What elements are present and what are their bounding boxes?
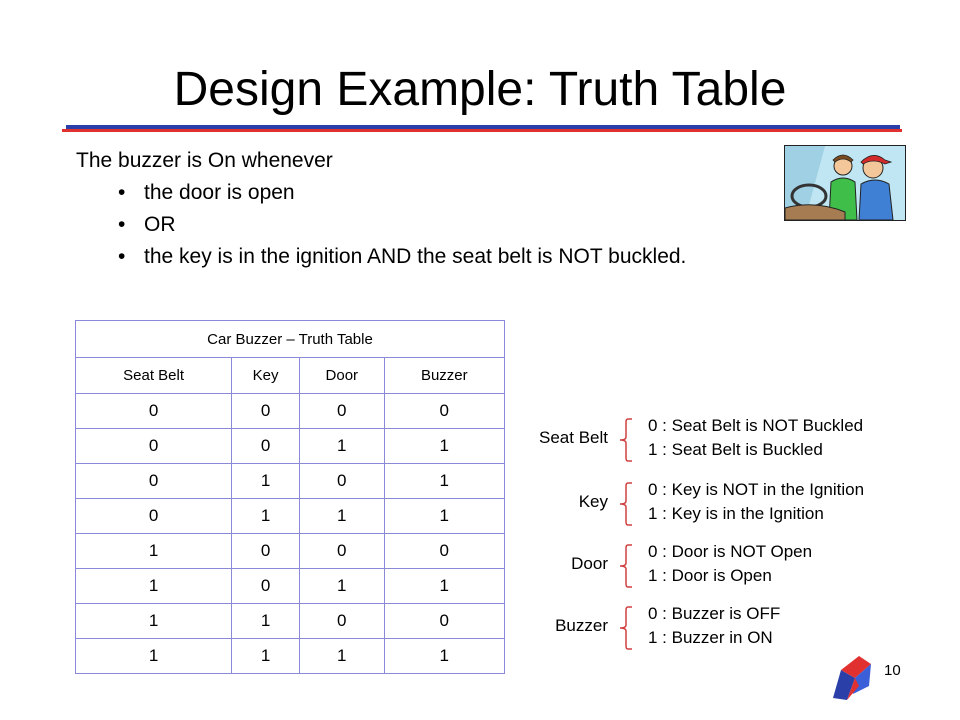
- table-cell: 1: [384, 464, 504, 499]
- table-cell: 0: [299, 394, 384, 429]
- legend-label: Door: [571, 554, 608, 573]
- bullet-item: • OR: [118, 211, 686, 243]
- legend-line: 0 : Buzzer is OFF: [648, 604, 781, 623]
- legend-brace-icon: [618, 544, 632, 588]
- car-clipart-image: [784, 145, 906, 221]
- table-cell: 1: [232, 464, 300, 499]
- table-row: [76, 499, 505, 534]
- legend-brace-icon: [618, 606, 632, 650]
- table-cell: 1: [76, 604, 232, 639]
- legend-line: 0 : Door is NOT Open: [648, 542, 813, 561]
- drivers-in-car-icon: [785, 146, 905, 220]
- table-row: [76, 604, 505, 639]
- truth-table-caption: Car Buzzer – Truth Table: [76, 321, 505, 358]
- table-cell: 1: [384, 499, 504, 534]
- table-row: [76, 464, 505, 499]
- column-header-seat-belt: Seat Belt: [76, 358, 232, 394]
- legend-label: Buzzer: [555, 616, 608, 635]
- table-row: [76, 534, 505, 569]
- table-cell: 0: [384, 394, 504, 429]
- legend-line: 1 : Buzzer in ON: [648, 628, 773, 647]
- table-cell: 1: [76, 569, 232, 604]
- slide-title: Design Example: Truth Table: [173, 63, 787, 116]
- table-cell: 0: [232, 394, 300, 429]
- bullet-item: • the door is open: [118, 179, 686, 211]
- table-cell: 1: [299, 499, 384, 534]
- table-cell: 0: [232, 534, 300, 569]
- table-cell: 0: [299, 464, 384, 499]
- page-number: 10: [884, 662, 901, 679]
- table-cell: 0: [76, 499, 232, 534]
- legend-label: Seat Belt: [539, 428, 608, 447]
- legend-line: 1 : Key is in the Ignition: [648, 504, 824, 523]
- table-cell: 0: [384, 604, 504, 639]
- legend-line: 1 : Seat Belt is Buckled: [648, 440, 823, 459]
- table-cell: 1: [299, 429, 384, 464]
- column-header-door: Door: [299, 358, 384, 394]
- truth-table: [75, 320, 505, 674]
- bullet-item: • the key is in the ignition AND the seat belt is NOT buckled.: [118, 243, 686, 275]
- legend-line: 1 : Door is Open: [648, 566, 772, 585]
- table-cell: 1: [299, 639, 384, 674]
- table-cell: 1: [384, 639, 504, 674]
- table-cell: 0: [232, 429, 300, 464]
- table-cell: 0: [76, 429, 232, 464]
- logo-icon: [829, 650, 881, 702]
- title-underline-red: [62, 129, 902, 132]
- table-cell: 0: [299, 534, 384, 569]
- table-row: [76, 394, 505, 429]
- table-cell: 1: [232, 499, 300, 534]
- table-cell: 0: [76, 464, 232, 499]
- truth-table-body: [76, 394, 505, 674]
- table-cell: 1: [384, 429, 504, 464]
- legend-line: 0 : Seat Belt is NOT Buckled: [648, 416, 864, 435]
- bullet-list: [118, 179, 686, 275]
- table-cell: 1: [299, 569, 384, 604]
- table-cell: 0: [232, 569, 300, 604]
- table-cell: 1: [232, 604, 300, 639]
- legend-label: Key: [578, 492, 608, 511]
- table-cell: 0: [299, 604, 384, 639]
- table-cell: 1: [232, 639, 300, 674]
- legend-brace-icon: [618, 418, 632, 462]
- table-cell: 1: [384, 569, 504, 604]
- table-cell: 0: [76, 394, 232, 429]
- table-row: [76, 569, 505, 604]
- column-header-buzzer: Buzzer: [384, 358, 504, 394]
- intro-text: The buzzer is On whenever: [76, 149, 333, 172]
- legend-line: 0 : Key is NOT in the Ignition: [648, 480, 865, 499]
- table-cell: 1: [76, 534, 232, 569]
- column-header-key: Key: [232, 358, 300, 394]
- table-cell: 0: [384, 534, 504, 569]
- table-row: [76, 429, 505, 464]
- table-row: [76, 639, 505, 674]
- table-cell: 1: [76, 639, 232, 674]
- legend-brace-icon: [618, 482, 632, 526]
